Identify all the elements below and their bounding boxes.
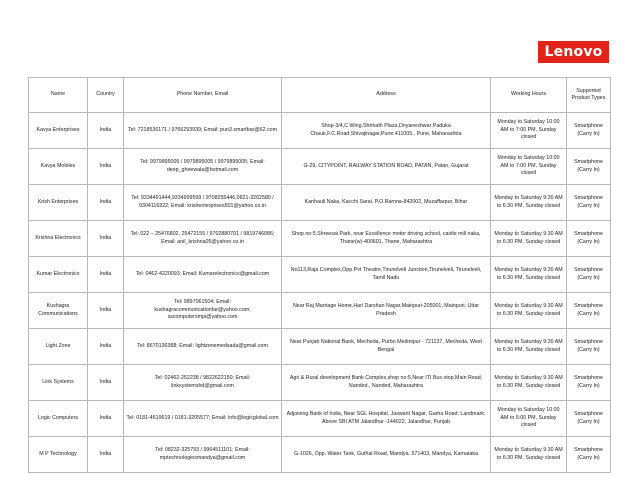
cell-name: Krishna Electronics bbox=[29, 221, 88, 257]
cell-product-types: Smartphone (Carry In) bbox=[567, 221, 611, 257]
header-row bbox=[29, 78, 611, 113]
table-row bbox=[29, 149, 611, 185]
table-row bbox=[29, 221, 611, 257]
cell-working-hours: Monday to Saturday 9:30 AM to 6:30 PM, Sunday closed bbox=[491, 293, 567, 329]
cell-phone-email: Tel: 9334491444,9334999599 / 9708255446,0621-3202580 / 9304116322; Email: krishenterprises501@yahoo.co.in bbox=[124, 185, 282, 221]
cell-product-types: Smartphone (Carry In) bbox=[567, 437, 611, 473]
header-product-types: Supported Product Types bbox=[567, 78, 611, 113]
cell-working-hours: Monday to Saturday 10:00 AM to 7:00 PM, Sunday closed bbox=[491, 113, 567, 149]
cell-country: India bbox=[88, 257, 124, 293]
cell-phone-email: Tel: 02462-252238 / 9822622150; Email: linksystemshd@gmail.com bbox=[124, 365, 282, 401]
cell-country: India bbox=[88, 185, 124, 221]
cell-working-hours: Monday to Saturday 10:00 AM to 7:00 PM, Sunday closed bbox=[491, 149, 567, 185]
cell-name: Light Zone bbox=[29, 329, 88, 365]
cell-country: India bbox=[88, 149, 124, 185]
cell-address: Near Raj Marriage Home,Hari Darshan Nagar,Mainpuri-205001, Mainpuri, Uttar Pradesh bbox=[282, 293, 491, 329]
cell-address: Near Punjab National Bank, Mecheda, Purbo Medinipur - 721137, Mecheda, West Bengal bbox=[282, 329, 491, 365]
logo-text: Lenovo bbox=[544, 44, 603, 60]
cell-phone-email: Tel: 9979895005 / 9979895005 / 9979895005; Email: deep_gheewala@hotmail.com bbox=[124, 149, 282, 185]
cell-product-types: Smartphone (Carry In) bbox=[567, 185, 611, 221]
cell-product-types: Smartphone (Carry In) bbox=[567, 401, 611, 437]
cell-working-hours: Monday to Saturday 9:30 AM to 6:30 PM, Sunday closed bbox=[491, 221, 567, 257]
header-phone-email: Phone Number, Email bbox=[124, 78, 282, 113]
cell-address: No113,Raja Complex,Opp Pvt Theatre,Tirunelveli Junction,Tirunelveli, Tirunelveli, Tamil Nadu bbox=[282, 257, 491, 293]
cell-name: Kavya Mobiles bbox=[29, 149, 88, 185]
cell-product-types: Smartphone (Carry In) bbox=[567, 257, 611, 293]
cell-phone-email: Tel: 8670136388; Email: lightzonemedsada@gmail.com bbox=[124, 329, 282, 365]
cell-address: Shop-3/4,C Wing,Shrinath Plaza,Dnyaneshwar Paduka Chauk,F.C.Road,Shivajinagar,Pune.411005., Pune, Maharashtra bbox=[282, 113, 491, 149]
header-working-hours: Working Hours bbox=[491, 78, 567, 113]
table-row bbox=[29, 185, 611, 221]
cell-name: Krish Enterprises bbox=[29, 185, 88, 221]
cell-product-types: Smartphone (Carry In) bbox=[567, 113, 611, 149]
cell-name: Kavya Enterprises bbox=[29, 113, 88, 149]
header-address: Address bbox=[282, 78, 491, 113]
cell-name: Link Systems bbox=[29, 365, 88, 401]
cell-working-hours: Monday to Saturday 9:30 AM to 6:30 PM, Sunday closed bbox=[491, 365, 567, 401]
cell-working-hours: Monday to Saturday 9:30 AM to 6:30 PM, Sunday closed bbox=[491, 329, 567, 365]
header-name: Name bbox=[29, 78, 88, 113]
cell-phone-email: Tel: 0181-4619619 / 0181-3205577; Email: info@logicglobal.com bbox=[124, 401, 282, 437]
service-center-table bbox=[28, 77, 611, 473]
cell-country: India bbox=[88, 329, 124, 365]
cell-product-types: Smartphone (Carry In) bbox=[567, 365, 611, 401]
header-country: Country bbox=[88, 78, 124, 113]
cell-product-types: Smartphone (Carry In) bbox=[567, 293, 611, 329]
cell-product-types: Smartphone (Carry In) bbox=[567, 149, 611, 185]
cell-name: Logic Computers bbox=[29, 401, 88, 437]
cell-address: Agri & Rural development Bank Complex,shop no:5,Near ITI Bus stop,Main Road, Nanded., Nanded, Maharashtra bbox=[282, 365, 491, 401]
cell-phone-email: Tel: 08232-325793 / 9964511101; Email: mptechnologiesmandya@gmail.com bbox=[124, 437, 282, 473]
cell-country: India bbox=[88, 437, 124, 473]
lenovo-logo bbox=[538, 41, 609, 63]
cell-phone-email: Tel: 9897061504; Email: kushagracommunicationfar@yahoo.com; sscomputersmpi@yahoo.com bbox=[124, 293, 282, 329]
cell-working-hours: Monday to Saturday 9:30 AM to 6:30 PM, Sunday closed bbox=[491, 437, 567, 473]
table-row bbox=[29, 113, 611, 149]
cell-country: India bbox=[88, 293, 124, 329]
cell-phone-email: Tel: 7218536171 / 9766293939; Email: pun3.smartbar@62.com bbox=[124, 113, 282, 149]
table-row bbox=[29, 293, 611, 329]
cell-name: M P Technology bbox=[29, 437, 88, 473]
cell-phone-email: Tel: 022 – 25476802, 25472155 / 9702880701 / 9819746086; Email: anil_krishna05@yahoo.co.in bbox=[124, 221, 282, 257]
table-row bbox=[29, 401, 611, 437]
cell-address: Kanhauli Naka, Kacchi Sarai, P.O.Ramna-842002, Muzaffarpur, Bihar bbox=[282, 185, 491, 221]
table-row bbox=[29, 257, 611, 293]
table-row bbox=[29, 437, 611, 473]
cell-address: Shop no:5,Shreesai Park, near Excellence motor driving school, castle mill naka, Thane(w)-400601, Thane, Maharashtra bbox=[282, 221, 491, 257]
cell-working-hours: Monday to Saturday 9:30 AM to 6:30 PM, Sunday closed bbox=[491, 257, 567, 293]
cell-address: Adjoining Bank of India, Near SGL Hospital, Jaswant Nagar, Garha Road; Landmark: Above SBI ATM Jalandhar -144022, Jalandhar, Punjab bbox=[282, 401, 491, 437]
cell-name: Kumar Electronics bbox=[29, 257, 88, 293]
cell-working-hours: Monday to Saturday 9:30 AM to 6:30 PM, Sunday closed bbox=[491, 185, 567, 221]
table-row bbox=[29, 365, 611, 401]
cell-address: G-1026, Opp. Water Tank, Guthal Road, Mandya. 571403, Mandya, Karnataka bbox=[282, 437, 491, 473]
cell-country: India bbox=[88, 401, 124, 437]
cell-working-hours: Monday to Saturday 10:00 AM to 6:00 PM, Sunday closed bbox=[491, 401, 567, 437]
cell-name: Kushagra Communications bbox=[29, 293, 88, 329]
table-row bbox=[29, 329, 611, 365]
cell-product-types: Smartphone (Carry In) bbox=[567, 329, 611, 365]
cell-country: India bbox=[88, 365, 124, 401]
cell-country: India bbox=[88, 221, 124, 257]
cell-country: India bbox=[88, 113, 124, 149]
cell-phone-email: Tel: 0462-4220093; Email: Kumarelectronics@gmail.com bbox=[124, 257, 282, 293]
cell-address: G-29, CITYPOINT, RAILWAY STATION ROAD, PATAN, Patan, Gujarat bbox=[282, 149, 491, 185]
